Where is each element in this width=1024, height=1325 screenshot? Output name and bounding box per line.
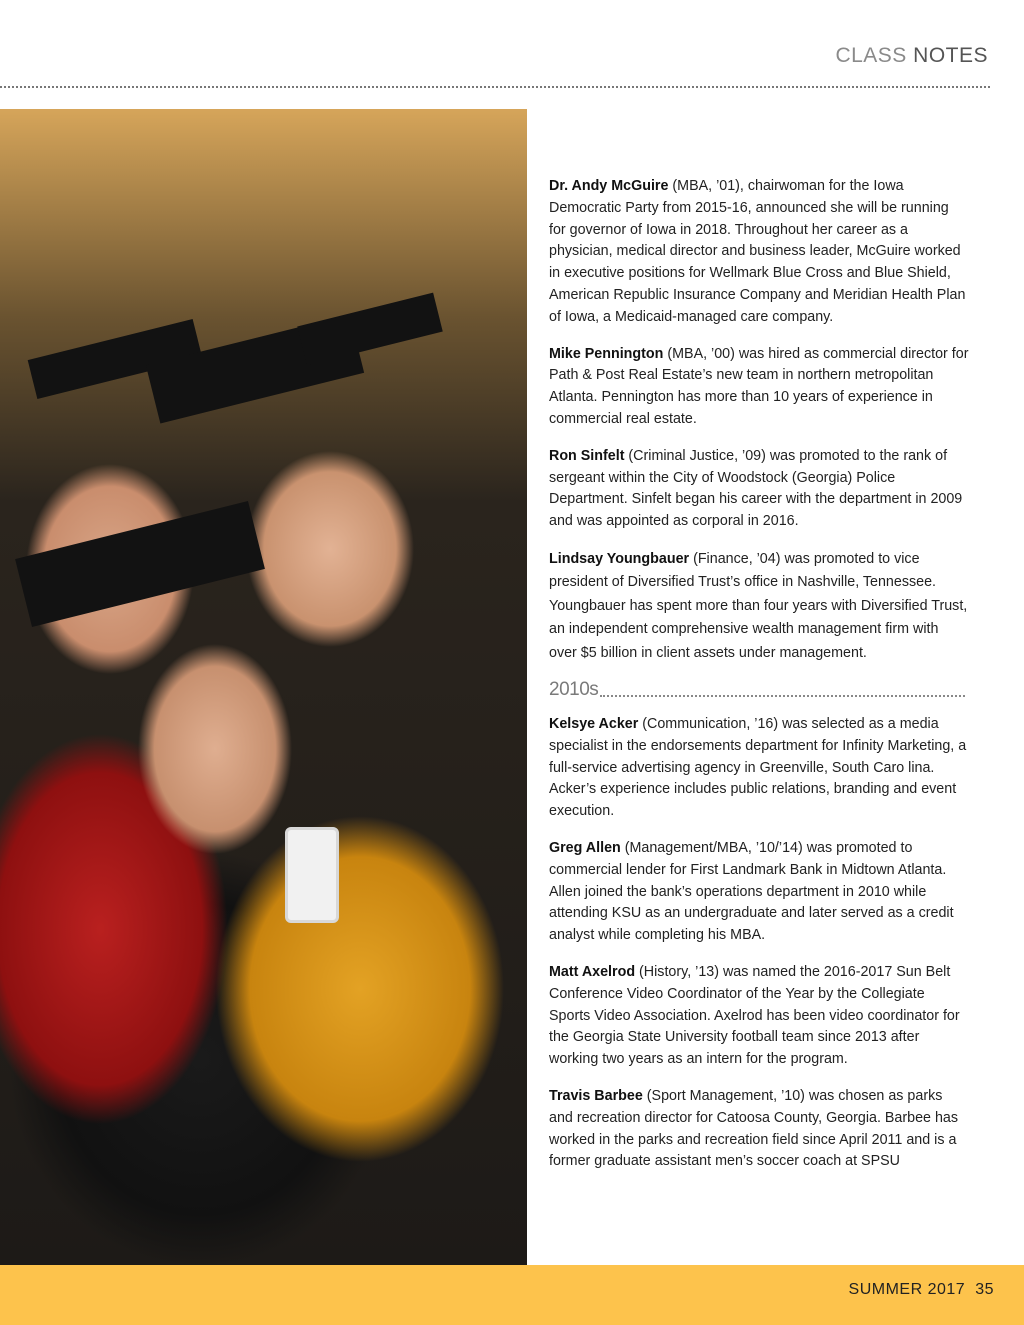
- entry-text: (History, ’13) was named the 2016-2017 Sun Belt Conference Video Coordinator of the Year by the Collegiate Sports Video Association. Axelrod has been video coordinator for the Georgia State University football team since 2013 after working two years as an intern for the program.: [549, 963, 960, 1068]
- entries-list: [549, 714, 969, 1173]
- alumnus-name: Travis Barbee: [549, 1087, 643, 1104]
- entry-text: (MBA, ’01), chairwoman for the Iowa Democratic Party from 2015-16, announced she will be running for governor of Iowa in 2018. Throughout her career as a physician, medical director and business leader, McGuire worked in executive positions for Wellmark Blue Cross and Blue Shield, American Republic Insurance Company and Meridian Health Plan of Iowa, a Medicaid-managed care company.: [549, 178, 966, 325]
- entry-text: (MBA, ’00) was hired as commercial director for Path & Post Real Estate’s new team in northern metropolitan Atlanta. Pennington has more than 10 years of experience in commercial real estate.: [549, 345, 969, 427]
- phone-shape: [285, 827, 339, 923]
- entry-text: (Sport Management, ’10) was chosen as parks and recreation director for Catoosa County, Georgia. Barbee has worked in the parks and recreation field since April 2011 and is a former graduate assistant men’s soccer coach at SPSU: [549, 1087, 959, 1170]
- footer-text: [849, 1281, 994, 1299]
- entry-text: (Finance, ’04) was promoted to vice president of Diversified Trust’s office in Nashville, Tennessee. Youngbauer has spent more than four years with Diversified Trust, an independent comprehensive wealth management firm with over $5 billion in client assets under management.: [549, 550, 968, 661]
- class-notes-column: [549, 176, 969, 1188]
- page-number: 35: [975, 1281, 994, 1298]
- alumnus-name: Greg Allen: [549, 839, 621, 856]
- class-note-entry: [549, 838, 969, 947]
- page-header-title: [835, 44, 988, 68]
- class-note-entry: [549, 1086, 969, 1173]
- alumnus-name: Matt Axelrod: [549, 963, 636, 980]
- graduation-photo: [0, 109, 527, 1265]
- entry-text: (Communication, ’16) was selected as a media specialist in the endorsements department for Infinity Marketing, a full-service advertising agency in Greenville, South Caro lina. Acker’s experience includes public relations, branding and event execution.: [549, 715, 967, 820]
- class-note-entry: [549, 446, 969, 533]
- section-label: 2010s: [549, 678, 599, 700]
- alumnus-name: Lindsay Youngbauer: [549, 550, 690, 567]
- section-heading: [549, 680, 969, 700]
- alumnus-name: Kelsye Acker: [549, 715, 639, 732]
- alumnus-name: Dr. Andy McGuire: [549, 178, 669, 194]
- class-note-entry: [549, 548, 969, 665]
- class-note-entry: [549, 344, 969, 431]
- header-title-light: CLASS: [835, 44, 907, 67]
- graduation-cap-shape: [15, 501, 265, 627]
- header-title-bold: NOTES: [913, 44, 988, 67]
- class-note-entry: [549, 176, 969, 329]
- entries-list: [549, 176, 969, 665]
- issue-label: SUMMER 2017: [848, 1281, 966, 1298]
- entry-text: (Management/MBA, ’10/’14) was promoted to commercial lender for First Landmark Bank in Midtown Atlanta. Allen joined the bank’s operations department in 2010 while attending KSU as an undergraduate and later served as a credit analyst while completing his MBA.: [549, 839, 954, 944]
- alumnus-name: Ron Sinfelt: [549, 447, 625, 464]
- footer-bar: [0, 1265, 1024, 1325]
- section-dotted-rule: [600, 695, 965, 697]
- entry-text: (Criminal Justice, ’09) was promoted to the rank of sergeant within the City of Woodstock (Georgia) Police Department. Sinfelt began his career with the department in 2009 and was appointed as corporal in 2016.: [549, 447, 963, 530]
- graduation-cap-shape: [297, 293, 443, 366]
- header-dotted-rule: [0, 86, 990, 88]
- alumnus-name: Mike Pennington: [549, 345, 664, 362]
- class-note-entry: [549, 714, 969, 823]
- class-note-entry: [549, 962, 969, 1071]
